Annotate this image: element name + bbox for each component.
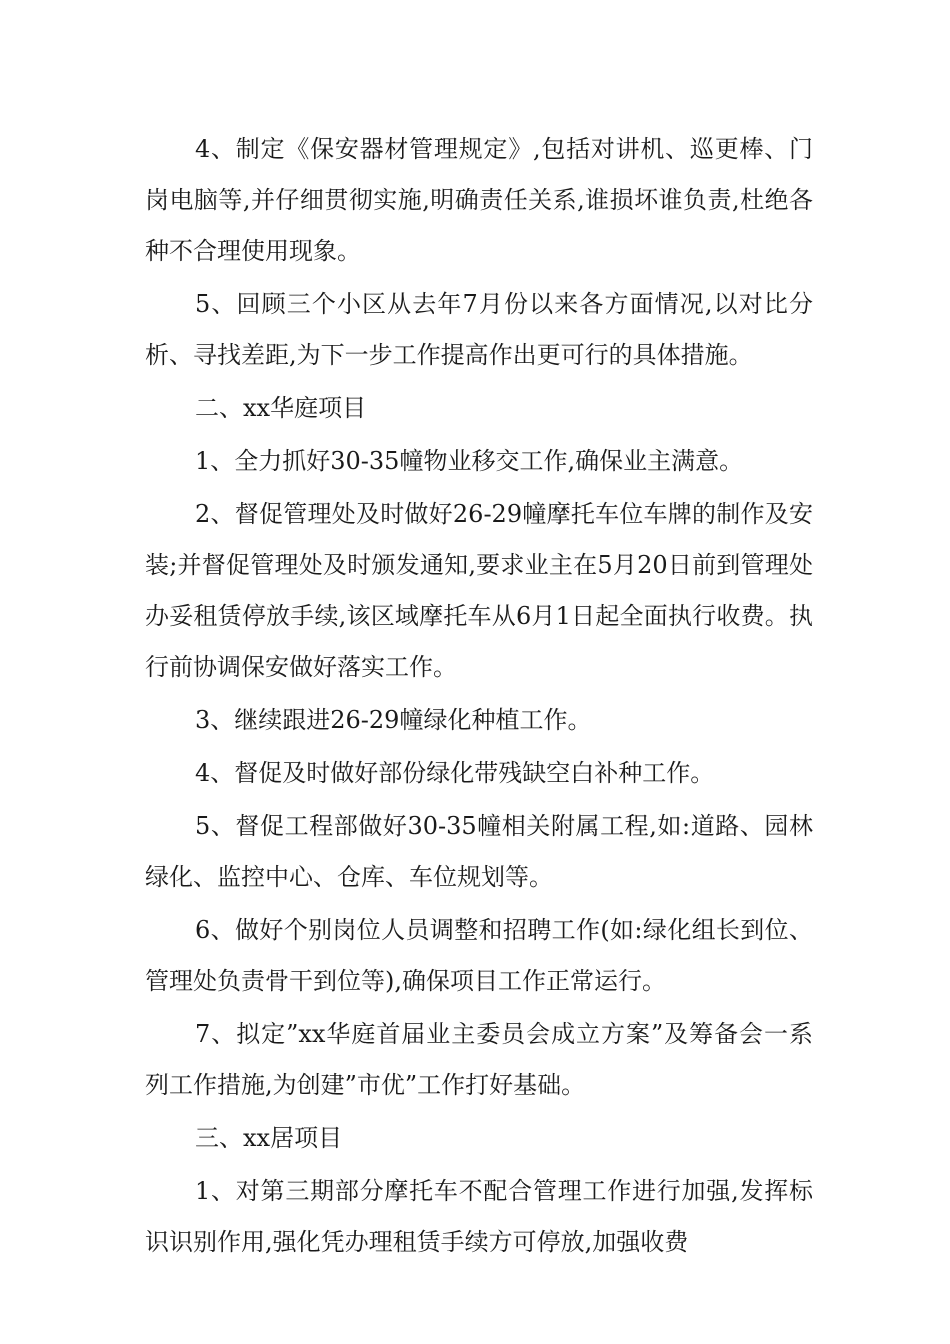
paragraph-item-4-equipment-rules: 4、制定《保安器材管理规定》,包括对讲机、巡更棒、门岗电脑等,并仔细贯彻实施,明确责任关系,谁损坏谁负责,杜绝各种不合理使用现象。 bbox=[145, 135, 813, 265]
section-heading-ju: 三、xx居项目 bbox=[195, 1124, 343, 1152]
paragraph-item-1-handover: 1、全力抓好30-35幢物业移交工作,确保业主满意。 bbox=[195, 447, 744, 475]
paragraph-item-6-staffing: 6、做好个别岗位人员调整和招聘工作(如:绿化组长到位、管理处负责骨干到位等),确保项目工作正常运行。 bbox=[145, 916, 813, 995]
paragraph-item-5-engineering: 5、督促工程部做好30-35幢相关附属工程,如:道路、园林绿化、监控中心、仓库、车位规划等。 bbox=[145, 812, 813, 891]
paragraph-item-4-replanting: 4、督促及时做好部份绿化带残缺空白补种工作。 bbox=[195, 759, 715, 787]
paragraph-item-7-owners-committee: 7、拟定”xx华庭首届业主委员会成立方案”及筹备会一系列工作措施,为创建”市优”工作打好基础。 bbox=[145, 1020, 813, 1099]
paragraph-item-3-greening: 3、继续跟进26-29幢绿化种植工作。 bbox=[195, 706, 592, 734]
document-body bbox=[145, 124, 813, 1270]
paragraph-item-5-review: 5、回顾三个小区从去年7月份以来各方面情况,以对比分析、寻找差距,为下一步工作提高作出更可行的具体措施。 bbox=[145, 290, 813, 369]
paragraph-item-1-motorcycle-management: 1、对第三期部分摩托车不配合管理工作进行加强,发挥标识识别作用,强化凭办理租赁手续方可停放,加强收费 bbox=[145, 1177, 813, 1256]
paragraph-item-2-motorcycle-plates: 2、督促管理处及时做好26-29幢摩托车位车牌的制作及安装;并督促管理处及时颁发通知,要求业主在5月20日前到管理处办妥租赁停放手续,该区域摩托车从6月1日起全面执行收费。执行前协调保安做好落实工作。 bbox=[145, 500, 813, 681]
section-heading-huating: 二、xx华庭项目 bbox=[195, 394, 367, 422]
